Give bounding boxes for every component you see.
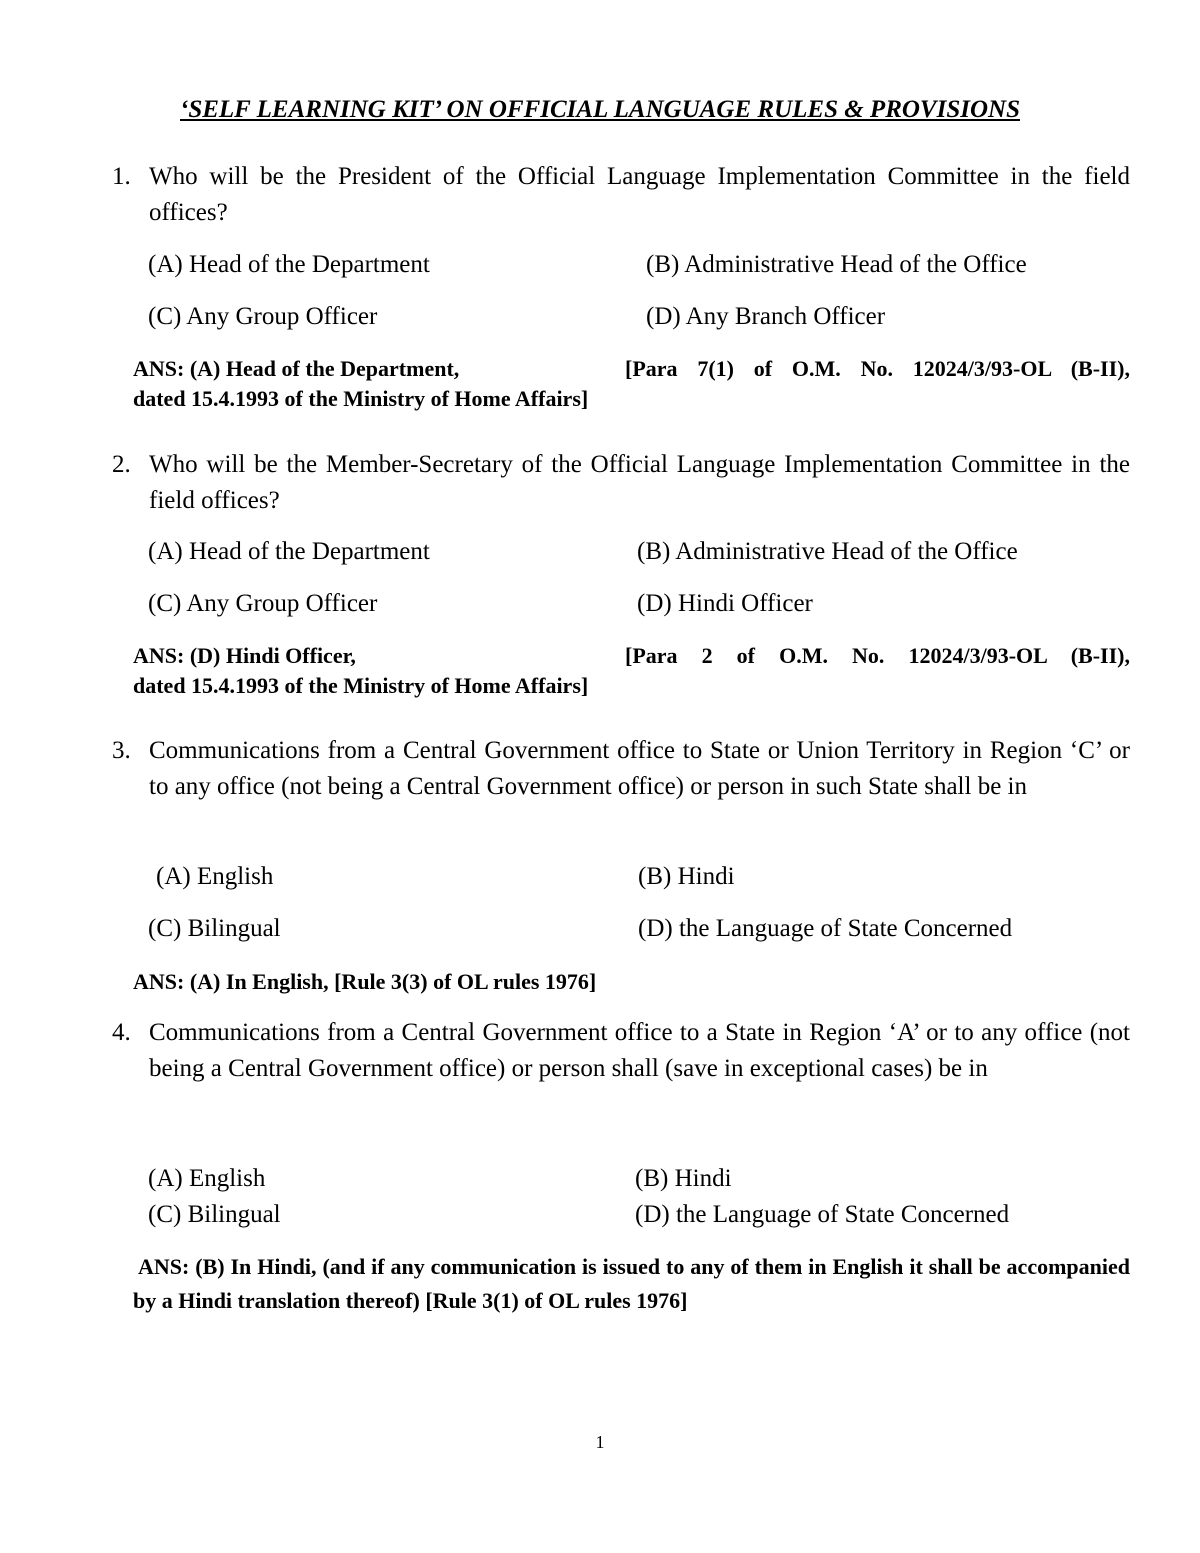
question-text: Who will be the President of the Official Language Implementation Committee in the field offices? bbox=[149, 163, 1130, 226]
question-number: 3. bbox=[112, 737, 131, 764]
answer-reference-continued: dated 15.4.1993 of the Ministry of Home Affairs] bbox=[133, 386, 589, 411]
question-number: 4. bbox=[112, 1019, 131, 1046]
answer-reference-continued: dated 15.4.1993 of the Ministry of Home Affairs] bbox=[133, 673, 589, 698]
option-d: (D) the Language of State Concerned bbox=[638, 915, 1013, 942]
option-a: (A) Head of the Department bbox=[148, 538, 430, 565]
option-b: (B) Administrative Head of the Office bbox=[646, 251, 1027, 278]
question-3 bbox=[112, 733, 1130, 805]
question-text: Communications from a Central Government office to a State in Region ‘A’ or to any office (not being a Central Government office) or person shall (save in exceptional cases) be in bbox=[149, 1019, 1130, 1082]
answer-reference: [Para 2 of O.M. No. 12024/3/93-OL (B-II), bbox=[625, 643, 1130, 668]
option-d: (D) Any Branch Officer bbox=[646, 303, 886, 330]
question-number: 1. bbox=[112, 163, 131, 190]
option-a: (A) English bbox=[148, 1165, 266, 1192]
option-a: (A) Head of the Department bbox=[148, 251, 430, 278]
page-number: 1 bbox=[595, 1432, 605, 1452]
question-text: Communications from a Central Government office to State or Union Territory in Region ‘C’ or to any office (not being a Central Government office) or person in such State shall be in bbox=[149, 737, 1130, 800]
answer-reference: [Para 7(1) of O.M. No. 12024/3/93-OL (B-II), bbox=[625, 356, 1130, 381]
option-b: (B) Hindi bbox=[635, 1165, 732, 1192]
option-b: (B) Hindi bbox=[638, 863, 735, 890]
question-number: 2. bbox=[112, 451, 131, 478]
document-title: ‘SELF LEARNING KIT’ ON OFFICIAL LANGUAGE RULES & PROVISIONS bbox=[180, 96, 1020, 123]
question-2 bbox=[112, 447, 1130, 519]
option-c: (C) Bilingual bbox=[148, 1201, 281, 1228]
option-b: (B) Administrative Head of the Office bbox=[637, 538, 1018, 565]
answer-4: ANS: (B) In Hindi, (and if any communication is issued to any of them in English it shall be accompanied by a Hindi translation thereof) [Rule 3(1) of OL rules 1976] bbox=[133, 1254, 1130, 1313]
answer-2 bbox=[133, 641, 1130, 701]
question-4 bbox=[112, 1015, 1130, 1087]
answer-3: ANS: (A) In English, [Rule 3(3) of OL rules 1976] bbox=[133, 969, 597, 994]
question-1 bbox=[112, 159, 1130, 231]
question-text: Who will be the Member-Secretary of the Official Language Implementation Committee in the field offices? bbox=[149, 451, 1130, 514]
option-c: (C) Any Group Officer bbox=[148, 590, 378, 617]
option-c: (C) Any Group Officer bbox=[148, 303, 378, 330]
answer-text: ANS: (A) Head of the Department, bbox=[133, 356, 460, 381]
option-a: (A) English bbox=[156, 863, 274, 890]
option-d: (D) the Language of State Concerned bbox=[635, 1201, 1010, 1228]
option-d: (D) Hindi Officer bbox=[637, 590, 813, 617]
option-c: (C) Bilingual bbox=[148, 915, 281, 942]
answer-text: ANS: (D) Hindi Officer, bbox=[133, 643, 356, 668]
answer-1 bbox=[133, 354, 1130, 414]
